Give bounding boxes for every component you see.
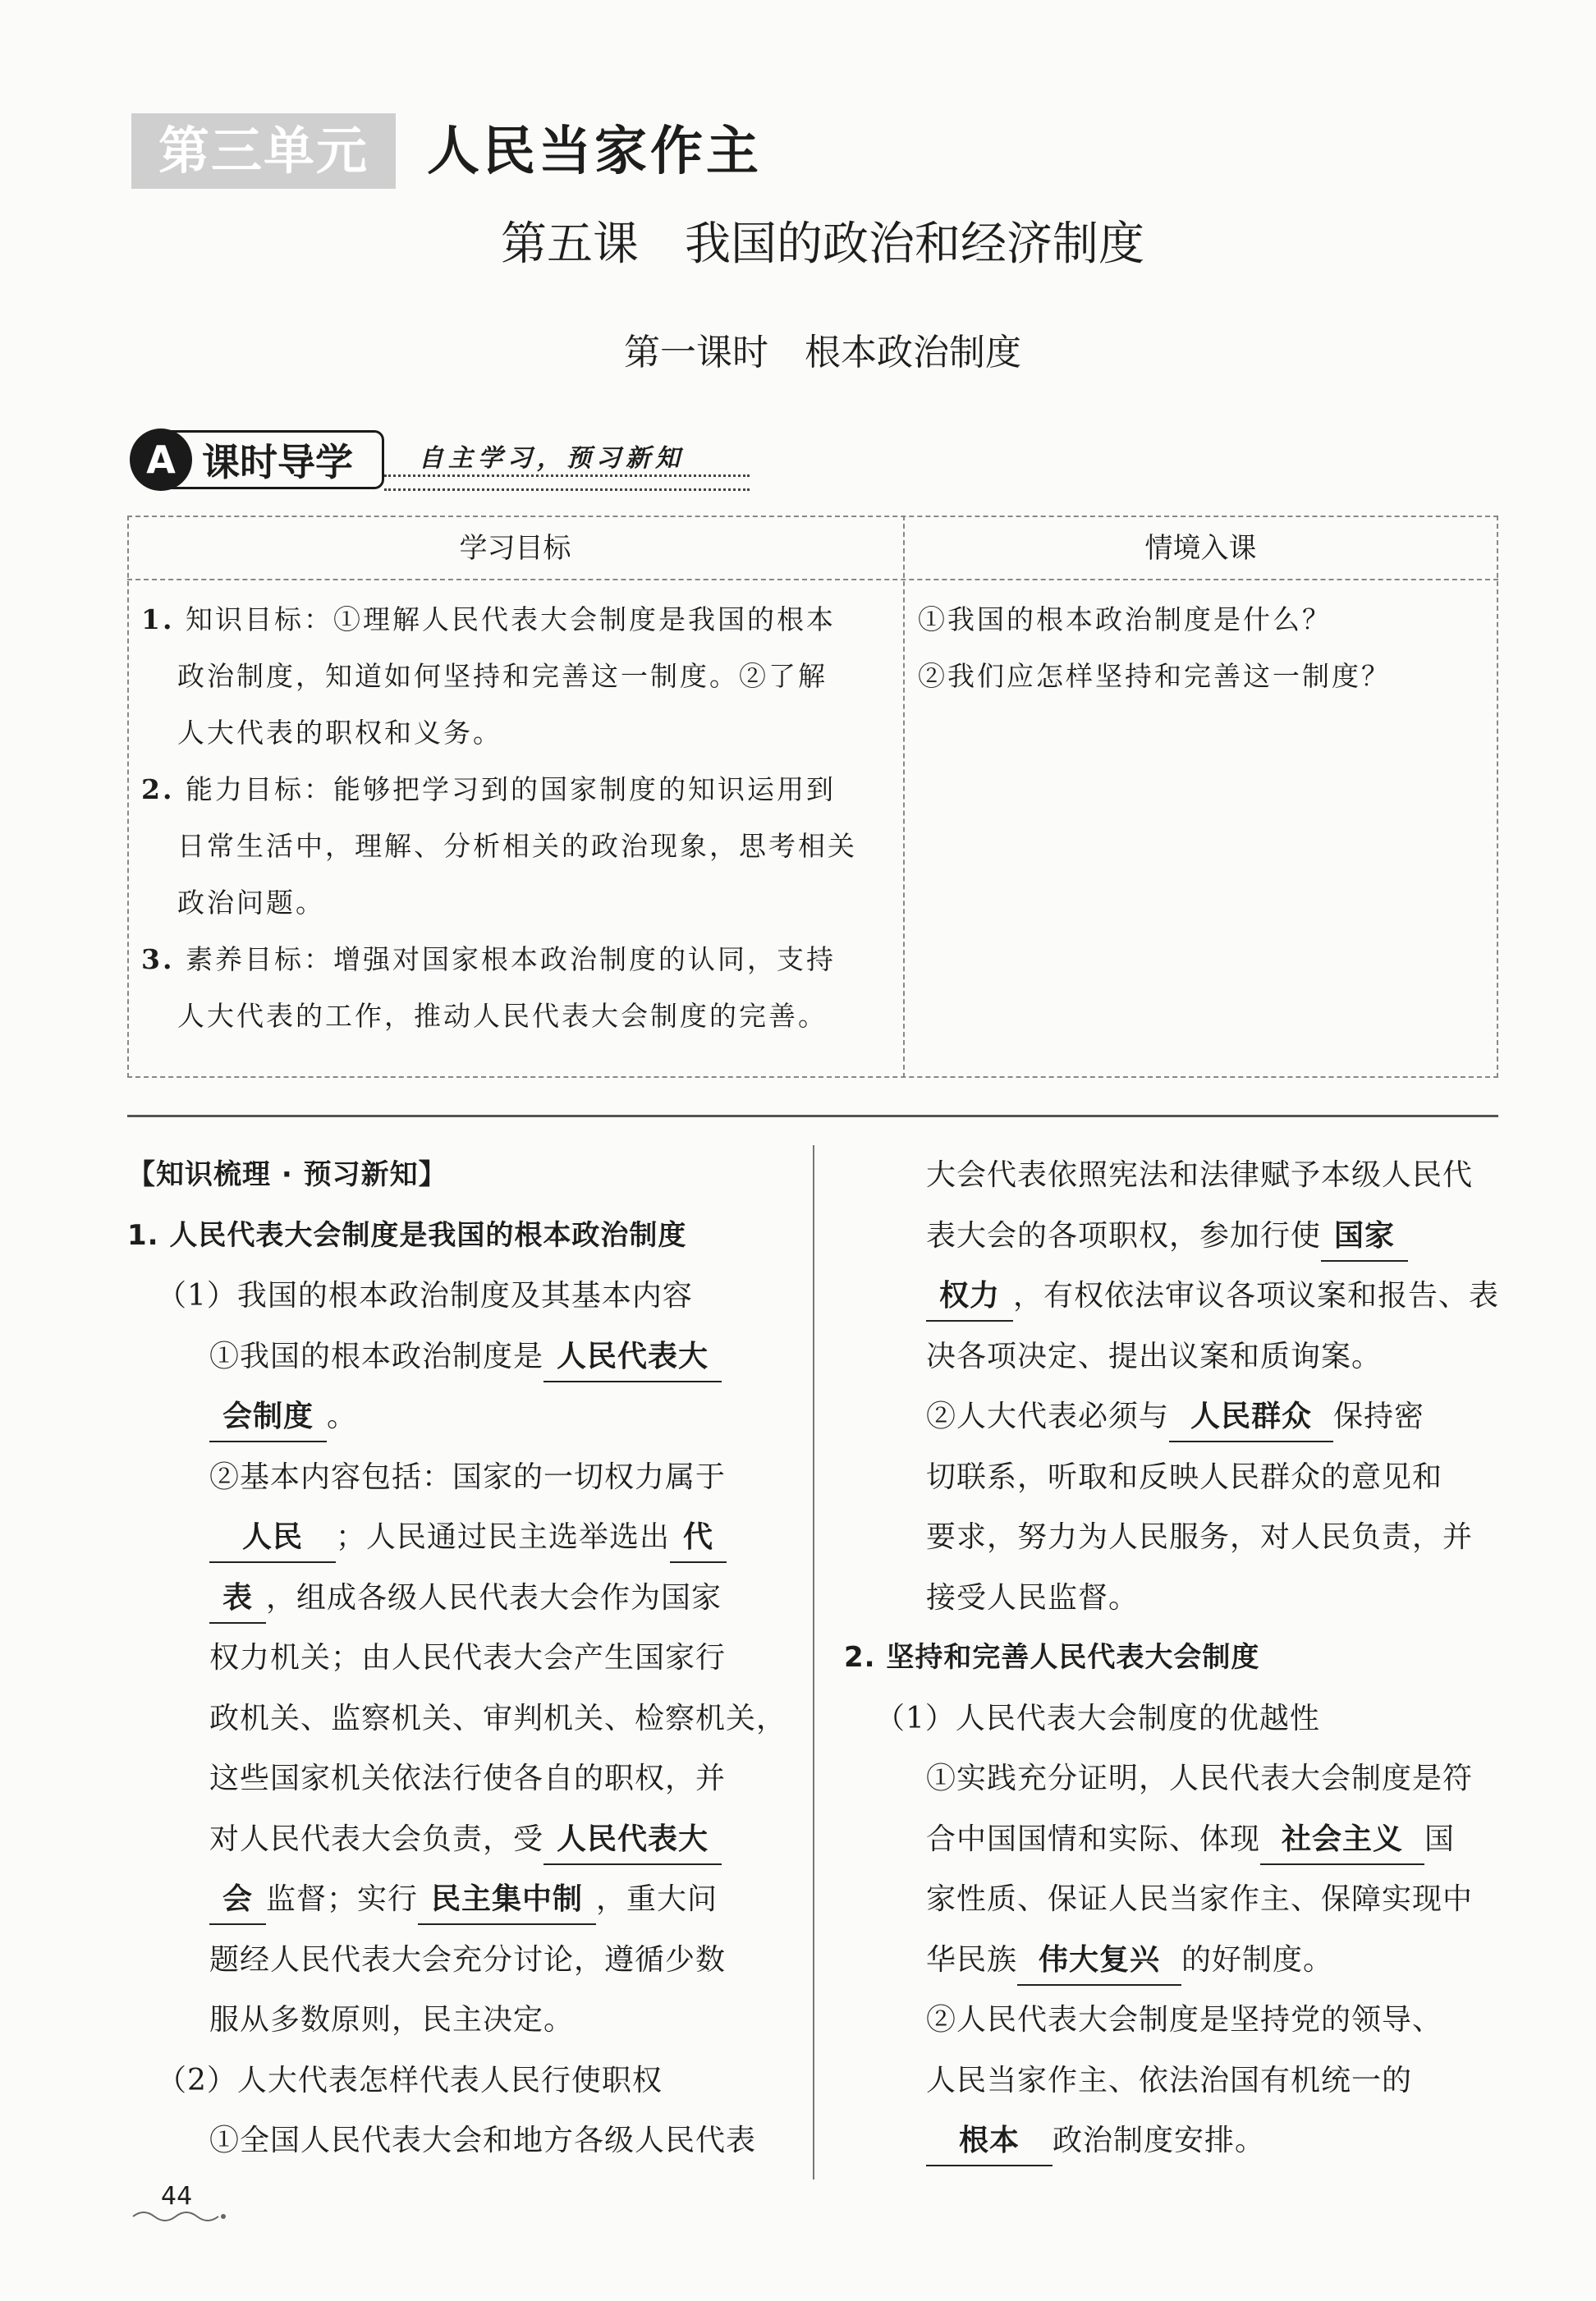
paragraph-line: 表 ，组成各级人民代表大会作为国家 — [127, 1568, 788, 1629]
goal-text: 人大代表的职权和义务。 — [177, 717, 502, 749]
paragraph-line: 合中国国情和实际、体现 社会主义 国 — [926, 1809, 1501, 1870]
subheading-1: （1）我国的根本政治制度及其基本内容 — [157, 1279, 693, 1313]
answer-blank: 权力 — [926, 1272, 1013, 1322]
paragraph-line: ①实践充分证明，人民代表大会制度是符 — [926, 1762, 1474, 1795]
table-column-divider — [903, 516, 905, 1078]
goal-text: 政治问题。 — [177, 887, 325, 919]
paragraph-line: 会 监督；实行 民主集中制 ，重大问 — [127, 1869, 788, 1930]
goal-text: 人大代表的工作，推动人民代表大会制度的完善。 — [177, 1000, 828, 1032]
answer-blank: 人民 — [209, 1514, 336, 1563]
answer-blank: 人民群众 — [1169, 1393, 1333, 1442]
column-divider — [813, 1145, 814, 2180]
goal-number: 1. — [141, 603, 175, 635]
paragraph-line: 接受人民监督。 — [926, 1580, 1140, 1615]
answer-blank: 人民代表大 — [543, 1333, 722, 1382]
goal-number: 3. — [141, 943, 175, 975]
goal-text: 日常生活中，理解、分析相关的政治现象，思考相关 — [177, 830, 857, 862]
paragraph-line: 对人民代表大会负责，受 人民代表大 — [127, 1809, 788, 1870]
unit-title: 人民当家作主 — [427, 121, 762, 182]
paragraph-line: 大会代表依照宪法和法律赋予本级人民代 — [926, 1158, 1474, 1192]
context-question-2: ②我们应怎样坚持和完善这一制度？ — [918, 660, 1391, 692]
paragraph-line: ②人民代表大会制度是坚持党的领导、 — [926, 2003, 1443, 2037]
table-header-goals: 学习目标 — [459, 532, 571, 565]
goal-item-2 — [141, 761, 892, 931]
answer-blank: 民主集中制 — [418, 1876, 596, 1925]
answer-blank: 国家 — [1321, 1212, 1408, 1262]
badge-letter: A — [130, 429, 192, 491]
goal-text: 能力目标：能够把学习到的国家制度的知识运用到 — [185, 773, 836, 805]
knowledge-heading: 【知识梳理 · 预习新知】 — [127, 1158, 447, 1191]
goal-item-3 — [141, 931, 892, 1044]
paragraph-line: 切联系，听取和反映人民群众的意见和 — [926, 1460, 1443, 1494]
paragraph-line: 政机关、监察机关、审判机关、检察机关， — [209, 1701, 787, 1735]
left-column — [127, 1145, 788, 2171]
answer-blank: 社会主义 — [1260, 1816, 1424, 1865]
paragraph-line: 人民 ；人民通过民主选举选出 代 — [127, 1507, 788, 1568]
subheading-2: （2）人大代表怎样代表人民行使职权 — [157, 2063, 663, 2097]
unit-label: 第三单元 — [131, 113, 396, 189]
answer-blank: 根本 — [926, 2117, 1053, 2166]
horizontal-rule — [127, 1115, 1498, 1117]
badge-subtitle: 自主学习，预习新知 — [419, 444, 685, 473]
lesson-title: 第五课 我国的政治和经济制度 — [501, 218, 1144, 271]
subheading-3: （1）人民代表大会制度的优越性 — [875, 1701, 1320, 1735]
table-header-divider — [127, 579, 1498, 580]
badge-dotted-rule — [384, 474, 750, 491]
answer-blank: 表 — [209, 1574, 266, 1624]
paragraph-line: 根本 政治制度安排。 — [926, 2111, 1501, 2171]
section-heading-2: 2. 坚持和完善人民代表大会制度 — [844, 1641, 1260, 1674]
paragraph-line: 会制度 。 — [127, 1387, 788, 1447]
goal-text: 知识目标：①理解人民代表大会制度是我国的根本 — [185, 603, 836, 635]
page-number: 44 — [161, 2182, 193, 2211]
paragraph-line: ②基本内容包括：国家的一切权力属于 — [209, 1460, 727, 1494]
section-heading-1: 1. 人民代表大会制度是我国的根本政治制度 — [127, 1218, 687, 1252]
paragraph-line: ①我国的根本政治制度是 人民代表大 — [127, 1327, 788, 1387]
goal-text: 政治制度，知道如何坚持和完善这一制度。②了解 — [177, 660, 828, 692]
paragraph-line: 要求，努力为人民服务，对人民负责，并 — [926, 1520, 1474, 1554]
paragraph-line: 权力 ，有权依法审议各项议案和报告、表 — [926, 1266, 1501, 1327]
paragraph-line: 题经人民代表大会充分讨论，遵循少数 — [209, 1942, 727, 1977]
goal-item-1 — [141, 591, 892, 761]
section-title: 第一课时 根本政治制度 — [624, 332, 1021, 374]
paragraph-line: 权力机关；由人民代表大会产生国家行 — [209, 1641, 727, 1675]
goal-number: 2. — [141, 773, 175, 805]
paragraph-line: 决各项决定、提出议案和质询案。 — [926, 1339, 1383, 1373]
paragraph-line: ②人大代表必须与 人民群众 保持密 — [926, 1387, 1501, 1447]
paragraph-line: 人民当家作主、依法治国有机统一的 — [926, 2063, 1413, 2097]
paragraph-line: 服从多数原则，民主决定。 — [209, 2003, 575, 2037]
table-header-context: 情境入课 — [1144, 532, 1257, 565]
answer-blank: 伟大复兴 — [1017, 1937, 1181, 1986]
paragraph-line: 表大会的各项职权，参加行使 国家 — [926, 1206, 1501, 1267]
paragraph-line: 这些国家机关依法行使各自的职权，并 — [209, 1762, 727, 1795]
answer-blank: 人民代表大 — [543, 1816, 722, 1865]
context-question-1: ①我国的根本政治制度是什么？ — [918, 603, 1332, 635]
paragraph-line: 华民族 伟大复兴 的好制度。 — [926, 1930, 1501, 1991]
answer-blank: 会 — [209, 1876, 266, 1925]
badge-label: 课时导学 — [164, 430, 384, 489]
right-column — [844, 1145, 1501, 2171]
answer-blank: 代 — [670, 1514, 727, 1563]
answer-blank: 会制度 — [209, 1393, 327, 1442]
goal-text: 素养目标：增强对国家根本政治制度的认同，支持 — [185, 943, 836, 975]
page-ornament-icon — [131, 2207, 230, 2223]
paragraph-line: ①全国人民代表大会和地方各级人民代表 — [209, 2124, 757, 2157]
paragraph-line: 家性质、保证人民当家作主、保障实现中 — [926, 1882, 1474, 1916]
